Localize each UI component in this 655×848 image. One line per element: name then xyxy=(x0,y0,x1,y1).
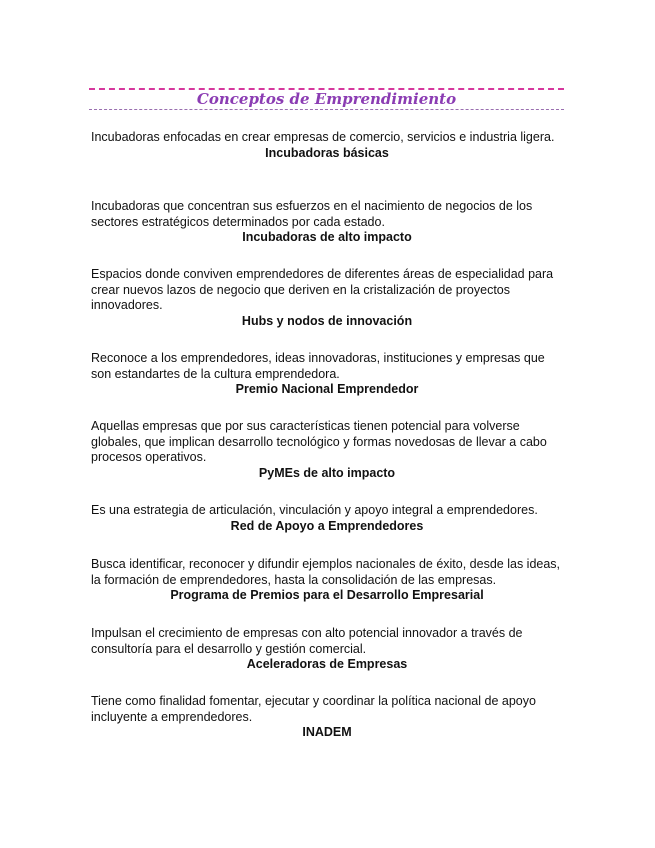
concept-term: Hubs y nodos de innovación xyxy=(241,313,413,328)
concept-description: Aquellas empresas que por sus características tienen potencial para volverse globales, que implican desarrollo tecnológico y formas novedosas de llevar a cabo procesos operativos. xyxy=(91,419,547,464)
concept-block xyxy=(91,199,563,246)
concept-description: Tiene como finalidad fomentar, ejecutar y coordinar la política nacional de apoyo incluyente a emprendedores. xyxy=(91,694,536,724)
concept-description: Espacios donde conviven emprendedores de diferentes áreas de especialidad para crear nuevos lazos de negocio que deriven en la cristalización de proyectos innovadores. xyxy=(91,267,554,312)
concept-block xyxy=(91,626,563,673)
concept-term: Incubadoras básicas xyxy=(265,145,389,160)
concept-term: Red de Apoyo a Emprendedores xyxy=(230,518,424,533)
concept-term: Aceleradoras de Empresas xyxy=(246,657,408,671)
title-bottom-rule xyxy=(89,109,564,110)
concept-term: Incubadoras de alto impacto xyxy=(242,230,412,244)
concept-description: Es una estrategia de articulación, vinculación y apoyo integral a emprendedores. xyxy=(91,503,538,517)
page-title: Conceptos de Emprendimiento xyxy=(196,90,457,108)
concept-block xyxy=(91,267,563,329)
concept-block xyxy=(91,351,563,398)
concept-block xyxy=(91,694,563,741)
concept-block xyxy=(91,130,563,161)
concept-term: Programa de Premios para el Desarrollo Empresarial xyxy=(170,588,484,602)
concept-term: INADEM xyxy=(302,725,352,739)
concept-description: Incubadoras enfocadas en crear empresas de comercio, servicios e industria ligera. xyxy=(91,130,555,144)
concept-block xyxy=(91,557,563,604)
concept-description: Reconoce a los emprendedores, ideas innovadoras, instituciones y empresas que son estandartes de la cultura emprendedora. xyxy=(91,351,545,381)
concept-block xyxy=(91,419,563,481)
concept-term: PyMEs de alto impacto xyxy=(258,465,396,480)
concept-block xyxy=(91,503,563,534)
concept-description: Busca identificar, reconocer y difundir ejemplos nacionales de éxito, desde las ideas, la formación de emprendedores, hasta la consolidación de las empresas. xyxy=(91,557,561,587)
concept-term: Premio Nacional Emprendedor xyxy=(235,382,419,396)
concept-description: Impulsan el crecimiento de empresas con alto potencial innovador a través de consultoría para el desarrollo y gestión comercial. xyxy=(91,626,523,656)
concept-description: Incubadoras que concentran sus esfuerzos en el nacimiento de negocios de los sectores estratégicos determinados por cada estado. xyxy=(91,199,533,229)
